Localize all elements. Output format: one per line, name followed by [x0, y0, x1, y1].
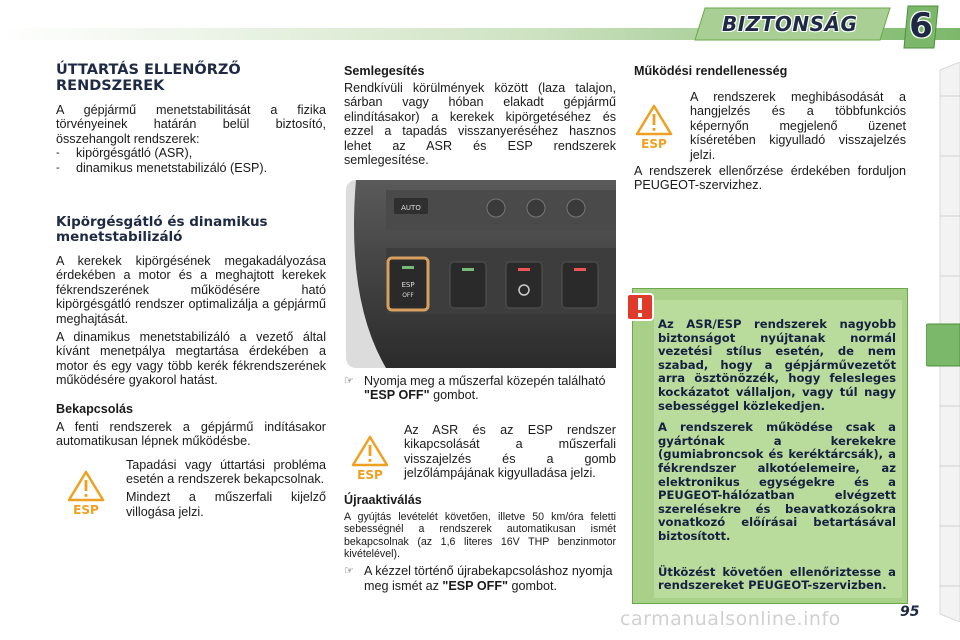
svg-text:ESP: ESP — [73, 502, 99, 516]
malfunction-heading: Működési rendellenesség — [634, 64, 788, 78]
esp-warning-icon — [66, 470, 106, 516]
caution-paragraph: Ütközést követően ellenőriztesse a rendszereket PEUGEOT-szervizben. — [658, 564, 896, 593]
column-middle-lower — [344, 374, 616, 593]
instruction-step: ☞ A kézzel történő újrabekapcsoláshoz nyomja meg ismét az "ESP OFF" gombot. — [344, 564, 613, 593]
page-number: 95 — [900, 604, 920, 620]
warning-text: A rendszerek meghibásodását a hangjelzés és a többfunkciós képernyőn megjelenő üzenet kíséretében kigyulladó visszajelzés jelzi. — [690, 90, 906, 162]
esp-off-label: ESP — [401, 281, 415, 289]
auto-button-label: AUTO — [401, 204, 421, 212]
column-right — [634, 62, 906, 193]
esp-warning-icon — [634, 104, 674, 150]
instruction-step: ☞ Nyomja meg a műszerfal közepén található "ESP OFF" gombot. — [344, 374, 606, 403]
esp-warning-note — [344, 423, 616, 481]
esp-warning-note — [56, 458, 326, 520]
paragraph: Rendkívüli körülmények között (laza talajon, sárban vagy hóban elakadt gépjármű elindításakor) a kerekek kipörgetéséhez és ezzel a tapadás visszanyeréséhez hasznos lehet az ASR és ESP rendszerek semlegesítése. — [344, 81, 616, 168]
paragraph: A fenti rendszerek a gépjármű indításakor automatikusan lépnek működésbe. — [56, 419, 326, 449]
svg-text:ESP: ESP — [357, 467, 383, 481]
caution-paragraph: Az ASR/ESP rendszerek nagyobb biztonságot nyújtanak normál vezetési stílus esetén, de nem szabad, hogy a gépjárművezetőt arra ösztönözzék, hogy felesleges kockázatot vállaljon, vagy túl nagy sebességgel közlekedjen. — [658, 317, 896, 413]
paragraph: A dinamikus menetstabilizáló a vezető által kívánt menetpálya megtartása érdekében a motor és egy vagy több kerék fékrendszerének működésére gyakorol hatást. — [56, 330, 326, 388]
neutralize-heading: Semlegesítés — [344, 64, 425, 78]
intro-text: A gépjármű menetstabilitását a fizika törvényeinek határán belül biztosító, összehangolt rendszerek: — [56, 103, 326, 146]
paragraph: A kerekek kipörgésének megakadályozása érdekében a motor és a meghajtott kerekek fékrendszerének működésére ható kipörgésgátló rendszer optimalizálja a gépjármű meghajtását. — [56, 254, 326, 326]
pointer-icon: ☞ — [344, 375, 354, 387]
dashboard-photo — [346, 180, 616, 368]
paragraph: A rendszerek ellenőrzése érdekében forduljon PEUGEOT-szervizhez. — [634, 164, 906, 193]
activation-heading: Bekapcsolás — [56, 401, 134, 416]
esp-off-label-2: OFF — [402, 292, 414, 299]
column-left — [56, 62, 326, 519]
chapter-number: 6 — [909, 6, 933, 46]
exclamation-icon — [626, 293, 654, 321]
section-heading: ÚTTARTÁS ELLENŐRZŐ RENDSZEREK — [56, 62, 241, 94]
esp-warning-note — [634, 90, 906, 162]
reactivation-heading: Újraaktiválás — [344, 492, 422, 507]
watermark: carmanualsonline.info — [620, 608, 841, 630]
warning-text: Az ASR és az ESP rendszer kikapcsolását a műszerfali visszajelzés és a gomb jelzőlámpájának kigyulladása jelzi. — [404, 422, 616, 481]
pointer-icon: ☞ — [344, 565, 354, 578]
caution-text — [658, 318, 896, 593]
section-title: BIZTONSÁG — [722, 12, 858, 36]
column-middle — [344, 62, 616, 167]
subsection-heading: Kipörgésgátló és dinamikus menetstabilizáló — [56, 214, 268, 246]
list-item: - kipörgésgátló (ASR), — [56, 146, 193, 161]
esp-warning-icon — [350, 435, 390, 481]
warning-text: Mindezt a műszerfali kijelző villogása jelzi. — [126, 490, 326, 519]
svg-text:ESP: ESP — [641, 137, 667, 150]
list-item: - dinamikus menetstabilizáló (ESP). — [56, 160, 268, 175]
warning-text: Tapadási vagy úttartási probléma esetén a rendszerek bekapcsolnak. — [126, 457, 326, 486]
chapter-side-tabs — [926, 62, 960, 622]
small-note: A gyújtás levételét követően, illetve 50 km/óra feletti sebességnél a rendszerek automatikusan ismét bekapcsolnak (az 1,6 literes 16V THP benzinmotor kivételével). — [344, 510, 616, 561]
caution-paragraph: A rendszerek működése csak a gyártónak a kerekekre (gumiabroncsok és keréktárcsák), a fékrendszer alkotóelemeire, az elektronikus egységekre és a PEUGEOT-hálózatban elvégzett szerelésekre és beavatkozásokra vonatkozó előírásai betartásával biztosított. — [658, 420, 896, 543]
